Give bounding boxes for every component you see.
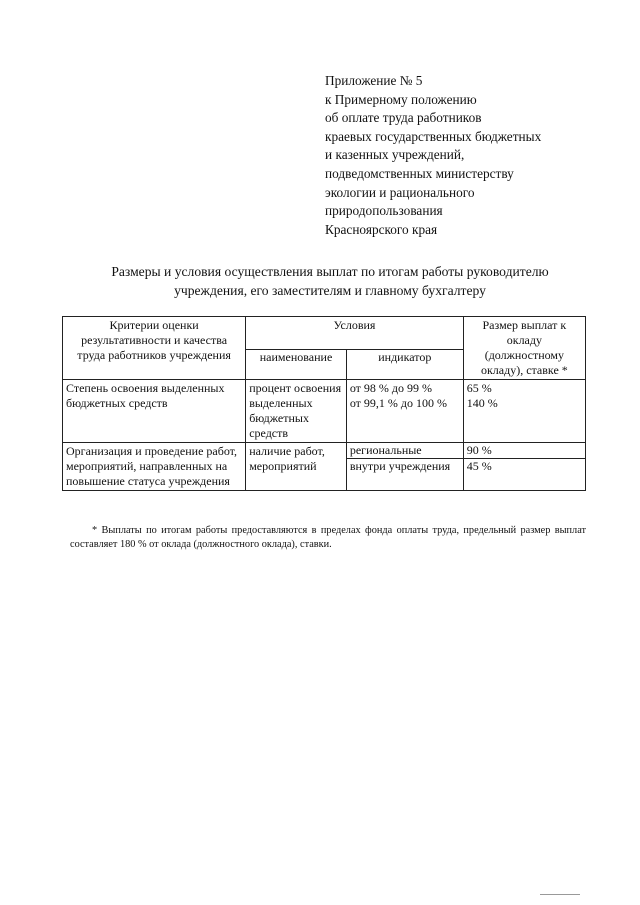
appendix-line: краевых государственных бюджетных	[325, 128, 542, 144]
header-name: наименование	[246, 350, 347, 380]
header-criteria: Критерии оценки результативности и качества труда работников учреждения	[63, 317, 246, 380]
header-payment: Размер выплат к окладу (должностному окладу), ставке *	[463, 317, 585, 380]
indicator-cell	[346, 380, 463, 443]
payments-table	[62, 316, 586, 491]
table-row	[63, 443, 586, 491]
header-indicator: индикатор	[346, 350, 463, 380]
condition-name-cell: наличие работ, мероприятий	[246, 443, 347, 491]
payment-value: 45 %	[464, 458, 585, 474]
payment-cell	[463, 443, 585, 491]
condition-name-cell: процент освоения выделенных бюджетных средств	[246, 380, 347, 443]
indicator-value: региональные	[349, 443, 422, 457]
criterion-cell: Организация и проведение работ, мероприятий, направленных на повышение статуса учреждения	[63, 443, 246, 491]
appendix-line: об оплате труда работников	[325, 110, 482, 126]
table-header-row	[63, 317, 586, 350]
appendix-line: подведомственных министерству	[325, 165, 514, 181]
appendix-line: экологии и рационального	[325, 184, 475, 200]
indicator-cell	[346, 443, 463, 491]
table-row	[63, 380, 586, 443]
payment-cell	[463, 380, 585, 443]
title-line-2: учреждения, его заместителям и главному бухгалтеру	[174, 283, 486, 298]
criterion-cell: Степень освоения выделенных бюджетных средств	[63, 380, 246, 443]
document-title	[60, 262, 600, 300]
indicator-value: от 99,1 % до 100 %	[349, 396, 448, 410]
footnote: * Выплаты по итогам работы предоставляются в пределах фонда оплаты труда, предельный размер выплат составляет 180 % от оклада (должностного оклада), ставки.	[70, 525, 586, 550]
header-conditions: Условия	[246, 317, 464, 350]
appendix-line: Красноярского края	[325, 221, 438, 237]
appendix-line: природопользования	[325, 203, 443, 219]
appendix-line: к Примерному положению	[325, 91, 477, 107]
payment-value: 140 %	[466, 396, 498, 410]
title-line-1: Размеры и условия осуществления выплат по итогам работы руководителю	[111, 264, 549, 279]
footer-divider	[540, 894, 580, 895]
indicator-value: от 98 % до 99 %	[349, 381, 433, 395]
appendix-block	[325, 72, 541, 239]
appendix-line: Приложение № 5	[325, 73, 423, 88]
appendix-line: и казенных учреждений,	[325, 147, 465, 163]
payment-value: 90 %	[466, 443, 492, 457]
indicator-value: внутри учреждения	[347, 458, 463, 474]
payment-value: 65 %	[466, 381, 492, 395]
